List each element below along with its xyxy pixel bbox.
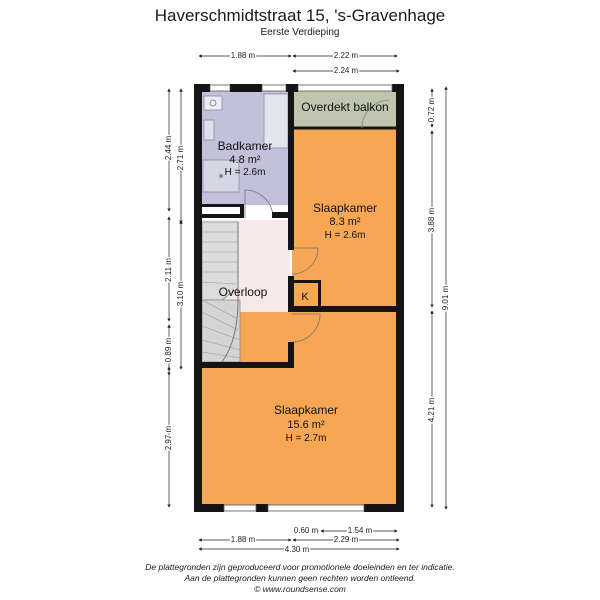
dim-left-inner-3: 0.89 m bbox=[164, 337, 173, 363]
bath-hatch bbox=[202, 207, 240, 214]
dim-top-left: 1.88 m bbox=[230, 51, 256, 60]
large-bedroom-height: H = 2.7m bbox=[285, 433, 327, 444]
balcony-name: Overdekt balkon bbox=[301, 100, 389, 114]
dim-left-outer-3: 2.97 m bbox=[164, 425, 173, 451]
shower-drain bbox=[219, 174, 223, 178]
small-bedroom-name: Slaapkamer bbox=[312, 201, 378, 215]
dim-top-mid: 2.22 m bbox=[333, 51, 359, 60]
dim-right-outer: 9.01 m bbox=[441, 285, 450, 311]
page-title: Haverschmidtstraat 15, 's-Gravenhage bbox=[154, 6, 446, 25]
dim-right-inner-1: 0.72 m bbox=[427, 97, 436, 123]
closet-label: K bbox=[301, 291, 309, 303]
dim-left-outer-2: 3.10 m bbox=[176, 281, 185, 307]
dim-top-right: 2.24 m bbox=[333, 66, 359, 75]
footer-disclaimer-2: Aan de plattegronden kunnen geen rechten worden ontleend. bbox=[184, 573, 416, 583]
dim-left-inner-1: 2.44 m bbox=[164, 135, 173, 161]
dim-bottom-b: 1.54 m bbox=[347, 526, 373, 535]
landing-name: Overloop bbox=[218, 285, 268, 299]
bathroom-name: Badkamer bbox=[217, 139, 273, 153]
dim-bottom-a: 0.60 m bbox=[293, 526, 319, 535]
bathroom-area: 4.8 m² bbox=[229, 154, 261, 166]
dim-left-outer-1: 2.71 m bbox=[176, 145, 185, 171]
dim-bottom-right: 2.29 m bbox=[333, 535, 359, 544]
page-subtitle: Eerste Verdieping bbox=[260, 27, 340, 38]
small-bedroom-area: 8.3 m² bbox=[329, 216, 361, 228]
dim-left-inner-2: 2.11 m bbox=[164, 258, 173, 282]
toilet bbox=[204, 120, 214, 140]
large-bedroom-name: Slaapkamer bbox=[273, 403, 339, 417]
dim-right-inner-2: 3.88 m bbox=[427, 207, 436, 233]
dim-right-inner-3: 4.21 m bbox=[427, 397, 436, 423]
large-bedroom-area: 15.6 m² bbox=[287, 419, 325, 431]
footer-copyright: © www.roundsense.com bbox=[254, 584, 346, 594]
footer-disclaimer-1: De plattegronden zijn geproduceerd voor promotionele doeleinden en ter indicatie. bbox=[145, 562, 455, 572]
small-bedroom-height: H = 2.6m bbox=[324, 230, 366, 241]
bathroom-height: H = 2.6m bbox=[224, 167, 266, 178]
dim-bottom-total: 4.30 m bbox=[284, 545, 310, 554]
sink-icon bbox=[204, 96, 222, 110]
dim-bottom-left: 1.88 m bbox=[230, 535, 256, 544]
